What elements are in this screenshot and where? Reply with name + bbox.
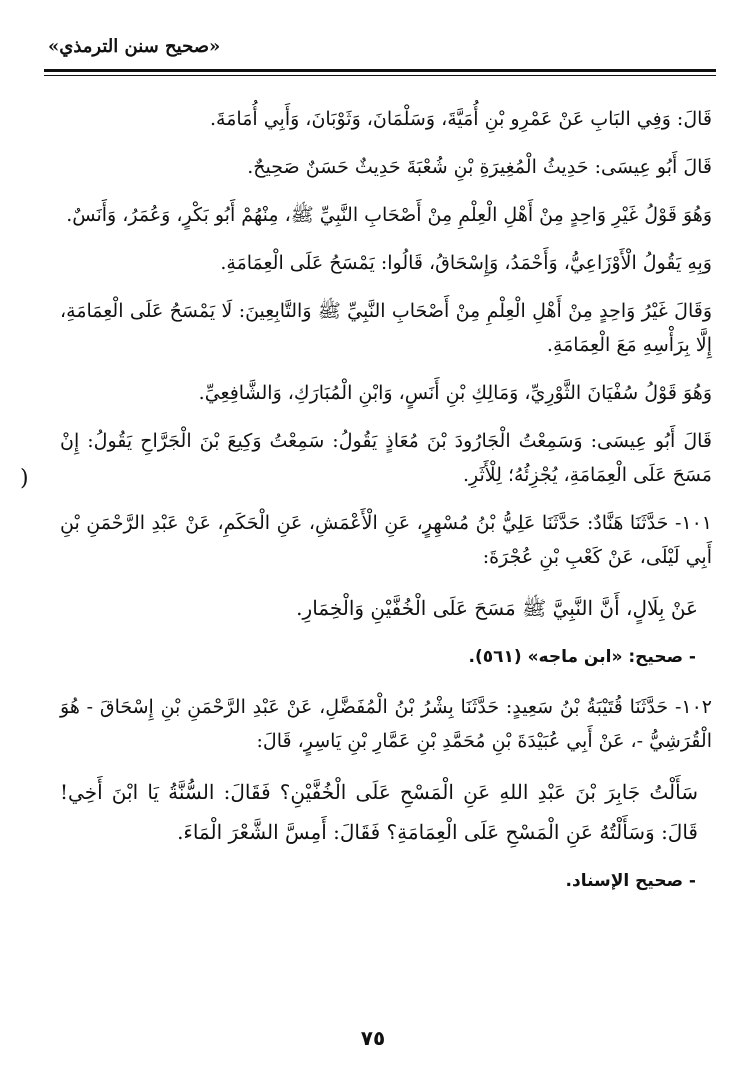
margin-mark: )	[20, 466, 29, 491]
paragraph-6: وَهُوَ قَوْلُ سُفْيَانَ الثَّوْرِيِّ، وَمَالِكِ بْنِ أَنَسٍ، وَابْنِ الْمُبَارَكِ، وَالشَّافِعِيِّ.	[198, 382, 712, 404]
header-rule-thin	[44, 75, 716, 76]
page-number: ٧٥	[360, 1026, 386, 1050]
hadith-102-text: سَأَلْتُ جَابِرَ بْنَ عَبْدِ اللهِ عَنِ الْمَسْحِ عَلَى الْخُفَّيْنِ؟ فَقَالَ: السُّنَّةُ يَا ابْنَ أَخِي! قَالَ: وَسَأَلْتُهُ عَنِ الْمَسْحِ عَلَى الْعِمَامَةِ؟ فَقَالَ: أَمِسَّ الشَّعْرَ الْمَاءَ.	[60, 780, 698, 844]
hadith-102-grade: - صحيح الإسناد.	[565, 871, 696, 891]
paragraph-7: قَالَ أَبُو عِيسَى: وَسَمِعْتُ الْجَارُودَ بْنَ مُعَاذٍ يَقُولُ: سَمِعْتُ وَكِيعَ بْنَ الْجَرَّاحِ يَقُولُ: إِنْ مَسَحَ عَلَى الْعِمَامَةِ، يُجْزِئُهُ؛ لِلْأَثَرِ.	[60, 430, 712, 486]
running-header-title: «صحيح سنن الترمذي»	[48, 36, 221, 57]
paragraph-5: وَقَالَ غَيْرُ وَاحِدٍ مِنْ أَهْلِ الْعِلْمِ مِنْ أَصْحَابِ النَّبِيِّ ﷺ وَالتَّابِعِينَ: لَا يَمْسَحُ عَلَى الْعِمَامَةِ، إِلَّا بِرَأْسِهِ مَعَ الْعِمَامَةِ.	[60, 300, 712, 356]
hadith-101-text: عَنْ بِلَالٍ، أَنَّ النَّبِيَّ ﷺ مَسَحَ عَلَى الْخُفَّيْنِ وَالْخِمَارِ.	[296, 596, 698, 620]
paragraph-2: قَالَ أَبُو عِيسَى: حَدِيثُ الْمُغِيرَةِ بْنِ شُعْبَةَ حَدِيثٌ حَسَنٌ صَحِيحٌ.	[247, 156, 712, 178]
body-text	[60, 102, 712, 914]
hadith-102-chain: ١٠٢- حَدَّثَنَا قُتَيْبَةُ بْنُ سَعِيدٍ: حَدَّثَنَا بِشْرُ بْنُ الْمُفَضَّلِ، عَنْ عَبْدِ الرَّحْمَنِ بْنِ إِسْحَاقَ - هُوَ الْقُرَشِيُّ -، عَنْ أَبِي عُبَيْدَةَ بْنِ مُحَمَّدِ بْنِ عَمَّارِ بْنِ يَاسِرٍ، قَالَ:	[60, 696, 712, 752]
paragraph-3: وَهُوَ قَوْلُ غَيْرِ وَاحِدٍ مِنْ أَهْلِ الْعِلْمِ مِنْ أَصْحَابِ النَّبِيِّ ﷺ، مِنْهُمْ أَبُو بَكْرٍ، وَعُمَرُ، وَأَنَسٌ.	[66, 204, 712, 226]
hadith-101-grade: - صحيح: «ابن ماجه» (٥٦١).	[468, 647, 696, 667]
paragraph-4: وَبِهِ يَقُولُ الْأَوْزَاعِيُّ، وَأَحْمَدُ، وَإِسْحَاقُ، قَالُوا: يَمْسَحُ عَلَى الْعِمَامَةِ.	[220, 252, 712, 274]
hadith-101-chain: ١٠١- حَدَّثَنَا هَنَّادٌ: حَدَّثَنَا عَلِيُّ بْنُ مُسْهِرٍ، عَنِ الْأَعْمَشِ، عَنِ الْحَكَمِ، عَنْ عَبْدِ الرَّحْمَنِ بْنِ أَبِي لَيْلَى، عَنْ كَعْبِ بْنِ عُجْرَةَ:	[60, 512, 712, 568]
header-rule-thick	[44, 69, 716, 72]
paragraph-1: قَالَ: وَفِي البَابِ عَنْ عَمْرِو بْنِ أُمَيَّةَ، وَسَلْمَانَ، وَثَوْبَانَ، وَأَبِي أُمَامَةَ.	[210, 108, 712, 130]
